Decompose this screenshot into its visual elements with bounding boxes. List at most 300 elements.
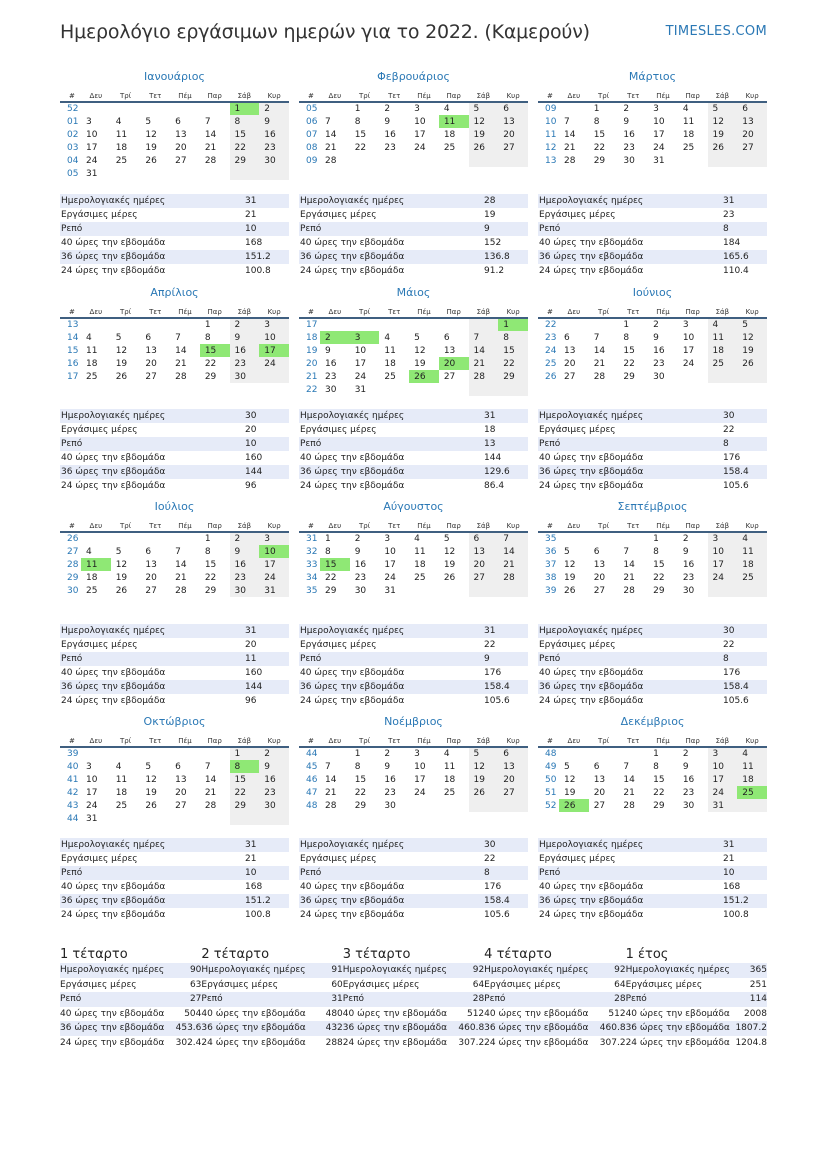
weekday-header: Τετ	[618, 306, 648, 318]
stat-label: 36 ώρες την εβδομάδα	[539, 252, 644, 262]
day-cell	[737, 370, 767, 383]
weekday-header: Τρί	[589, 90, 619, 102]
stat-value: 21	[245, 854, 257, 864]
month-name: Αύγουστος	[383, 500, 444, 513]
summary-value: 60	[331, 979, 343, 990]
summary-column	[201, 946, 342, 1050]
day-cell: 25	[737, 786, 767, 799]
summary-label: Ρεπό	[625, 994, 647, 1004]
week-row	[538, 128, 767, 141]
summary-label: Ημερολογιακές ημέρες	[484, 965, 589, 975]
stats-line	[299, 437, 528, 451]
day-cell	[409, 584, 439, 597]
day-cell: 15	[200, 344, 230, 357]
stats-row	[60, 194, 767, 278]
month-block	[60, 286, 289, 396]
stat-value: 105.6	[484, 910, 510, 920]
weekday-header: #	[299, 735, 320, 747]
weekday-header: Πέμ	[409, 735, 439, 747]
weekday-header: Σάβ	[230, 735, 260, 747]
stats-line	[60, 666, 289, 680]
week-number: 01	[67, 116, 79, 127]
week-number: 07	[306, 129, 318, 140]
week-row	[299, 115, 528, 128]
day-cell	[559, 318, 589, 331]
day-cell: 27	[175, 155, 187, 166]
day-cell: 23	[384, 142, 396, 153]
stat-value: 8	[723, 654, 729, 664]
stat-value: 30	[723, 411, 735, 421]
day-cell: 3	[86, 116, 92, 127]
day-cell: 25	[414, 572, 426, 583]
day-cell: 24	[653, 142, 665, 153]
day-cell: 15	[354, 774, 367, 785]
week-row	[299, 383, 528, 396]
day-cell: 18	[384, 358, 396, 369]
day-cell: 28	[498, 571, 528, 584]
day-cell: 24	[708, 571, 738, 584]
month-calendar-table	[60, 735, 289, 825]
stats-line	[538, 194, 767, 208]
day-cell	[259, 167, 289, 180]
day-cell: 23	[259, 141, 289, 154]
summary-title: 1 έτος	[625, 947, 669, 962]
day-cell: 11	[115, 774, 128, 785]
stats-line	[60, 264, 289, 278]
stats-line	[299, 652, 528, 666]
calendar-band	[60, 715, 767, 920]
day-cell: 2	[384, 104, 391, 114]
month-calendar-table	[299, 90, 528, 167]
stat-label: 40 ώρες την εβδομάδα	[61, 882, 166, 892]
day-cell	[350, 154, 380, 167]
day-cell: 14	[623, 774, 635, 785]
day-cell: 24	[259, 571, 289, 584]
summary-line	[60, 992, 201, 1007]
day-cell: 10	[86, 774, 98, 785]
week-number: 03	[67, 142, 79, 153]
stat-value: 96	[245, 481, 257, 491]
weekday-header: Πέμ	[648, 90, 678, 102]
day-cell: 26	[443, 572, 456, 583]
weekday-header: Δευ	[320, 735, 350, 747]
day-cell: 23	[682, 787, 695, 798]
day-cell: 11	[81, 558, 111, 571]
summary-line	[484, 1007, 625, 1022]
weekday-header-row	[60, 90, 289, 102]
stat-label: Ημερολογιακές ημέρες	[539, 411, 644, 421]
week-row	[299, 799, 528, 812]
day-cell: 4	[86, 332, 92, 343]
week-row	[60, 318, 289, 331]
day-cell: 22	[498, 357, 528, 370]
week-number: 16	[67, 358, 79, 369]
stat-value: 158.4	[484, 682, 510, 692]
summary-value: 432	[325, 1023, 343, 1033]
summary-line	[343, 992, 484, 1007]
day-cell: 9	[230, 545, 260, 558]
stat-value: 30	[484, 840, 496, 850]
day-cell: 27	[498, 786, 528, 799]
summary-value: 28	[614, 994, 626, 1004]
summary-value: 64	[472, 979, 485, 990]
day-cell	[678, 370, 708, 383]
day-cell	[200, 812, 230, 825]
week-number: 40	[67, 761, 79, 772]
brand-link[interactable]: TIMESLES.COM	[665, 24, 767, 39]
stats-line	[60, 838, 289, 852]
summary-label: Ημερολογιακές ημέρες	[60, 965, 165, 975]
day-cell: 9	[623, 116, 630, 127]
day-cell: 30	[384, 800, 396, 811]
stats-row	[60, 409, 767, 493]
weekday-header: Δευ	[81, 735, 111, 747]
week-row	[60, 747, 289, 760]
day-cell: 15	[653, 774, 665, 785]
day-cell: 4	[414, 534, 420, 544]
weekday-header: Πέμ	[409, 306, 439, 318]
week-number: 04	[67, 155, 79, 166]
day-cell: 3	[682, 320, 689, 330]
day-cell: 22	[230, 141, 260, 154]
month-calendar-table	[60, 306, 289, 383]
day-cell: 15	[498, 344, 528, 357]
week-row	[60, 799, 289, 812]
summary-value: 302.4	[175, 1037, 202, 1048]
day-cell: 9	[653, 332, 659, 343]
summary-value: 28	[472, 994, 485, 1004]
stat-label: Ημερολογιακές ημέρες	[300, 411, 405, 421]
stat-label: Ημερολογιακές ημέρες	[539, 840, 644, 850]
stats-line	[60, 479, 289, 493]
day-cell	[81, 532, 111, 545]
summary-label: Ρεπό	[484, 994, 506, 1004]
weekday-header: Δευ	[320, 520, 350, 532]
stats-line	[299, 880, 528, 894]
day-cell: 26	[564, 585, 576, 596]
week-row	[538, 370, 767, 383]
stat-label: Ημερολογιακές ημέρες	[300, 626, 405, 636]
stats-line	[299, 838, 528, 852]
weekday-header: Πέμ	[648, 520, 678, 532]
stat-label: 24 ώρες την εβδομάδα	[300, 481, 405, 491]
stats-line	[299, 423, 528, 437]
summary-value: 1204.8	[735, 1037, 767, 1048]
day-cell: 5	[414, 332, 420, 343]
stat-value: 31	[245, 840, 257, 850]
weekday-header: Δευ	[81, 306, 111, 318]
month-stats	[538, 624, 767, 708]
day-cell: 27	[175, 800, 187, 811]
day-cell: 25	[384, 371, 396, 382]
day-cell	[259, 370, 289, 383]
week-row	[538, 558, 767, 571]
day-cell: 9	[259, 760, 289, 773]
week-number: 44	[306, 749, 318, 759]
week-number: 19	[306, 345, 318, 356]
day-cell	[259, 812, 289, 825]
day-cell: 23	[682, 572, 695, 583]
day-cell: 1	[623, 320, 630, 330]
weekday-header: Πέμ	[170, 90, 200, 102]
day-cell: 19	[115, 572, 128, 583]
day-cell	[170, 102, 200, 115]
stat-value: 110.4	[723, 266, 749, 276]
day-cell	[140, 747, 170, 760]
summary-line	[201, 963, 342, 978]
day-cell: 26	[115, 585, 128, 596]
day-cell: 11	[682, 116, 695, 127]
month-calendar-table	[299, 306, 528, 396]
day-cell: 20	[175, 787, 187, 798]
day-cell: 22	[325, 572, 337, 583]
day-cell: 21	[175, 358, 187, 369]
summary-line	[201, 992, 342, 1007]
weekday-header: Τρί	[111, 306, 141, 318]
stats-line	[60, 208, 289, 222]
stat-value: 96	[245, 696, 257, 706]
summary-value: 251	[749, 979, 767, 990]
day-cell: 19	[737, 344, 767, 357]
week-number: 38	[545, 572, 557, 583]
day-cell: 24	[354, 371, 367, 382]
day-cell: 1	[325, 534, 331, 544]
stat-value: 8	[723, 224, 729, 234]
stat-value: 19	[484, 210, 496, 220]
day-cell: 28	[175, 585, 187, 596]
stat-value: 31	[245, 196, 257, 206]
day-cell: 1	[498, 318, 528, 331]
stats-line	[299, 479, 528, 493]
day-cell: 10	[259, 545, 289, 558]
summary-label: Ημερολογιακές ημέρες	[201, 965, 306, 975]
stat-value: 168	[245, 882, 263, 892]
week-number: 09	[306, 155, 318, 166]
summary-value: 460.8	[599, 1023, 626, 1033]
day-cell: 29	[204, 585, 217, 596]
month-stats	[538, 409, 767, 493]
stats-line	[299, 409, 528, 423]
weekday-header: #	[60, 306, 81, 318]
weekday-header: Κυρ	[737, 90, 767, 102]
stat-label: Ρεπό	[539, 224, 561, 234]
stat-value: 10	[245, 868, 257, 878]
summary-value: 90	[189, 965, 202, 975]
stats-line	[60, 880, 289, 894]
day-cell: 29	[325, 585, 337, 596]
stat-label: Ρεπό	[61, 868, 83, 878]
day-cell	[589, 318, 619, 331]
week-number: 50	[545, 774, 557, 785]
stat-value: 184	[723, 238, 741, 248]
day-cell: 25	[708, 357, 738, 370]
stats-line	[60, 694, 289, 708]
stat-label: 36 ώρες την εβδομάδα	[539, 896, 644, 906]
weekday-header-row	[299, 735, 528, 747]
week-number: 41	[67, 774, 79, 785]
day-cell: 5	[469, 747, 499, 760]
day-cell: 7	[564, 116, 570, 127]
day-cell: 7	[623, 546, 630, 557]
day-cell	[111, 532, 141, 545]
day-cell: 7	[325, 761, 331, 772]
day-cell: 10	[653, 116, 665, 127]
day-cell: 5	[708, 102, 738, 115]
day-cell: 16	[259, 773, 289, 786]
weekday-header: Πέμ	[648, 735, 678, 747]
summary-line	[626, 963, 767, 978]
stats-line	[60, 852, 289, 866]
stats-line	[60, 423, 289, 437]
day-cell: 3	[350, 331, 380, 344]
day-cell: 8	[498, 331, 528, 344]
day-cell: 28	[325, 800, 337, 811]
month-calendar-table	[60, 520, 289, 597]
stat-value: 144	[245, 682, 263, 692]
stat-value: 152	[484, 238, 502, 248]
day-cell: 13	[737, 115, 767, 128]
weekday-header: Κυρ	[498, 520, 528, 532]
stat-label: 36 ώρες την εβδομάδα	[300, 252, 405, 262]
stats-line	[299, 666, 528, 680]
day-cell: 2	[230, 532, 260, 545]
day-cell: 3	[384, 534, 391, 544]
weekday-header: #	[299, 306, 320, 318]
day-cell: 4	[115, 116, 122, 127]
summary-label: Εργάσιμες μέρες	[201, 979, 278, 990]
day-cell	[140, 532, 170, 545]
weekday-header: Δευ	[559, 735, 589, 747]
day-cell	[320, 102, 350, 115]
day-cell: 1	[653, 534, 659, 544]
stat-value: 23	[723, 210, 735, 220]
day-cell: 11	[708, 331, 738, 344]
stat-label: 40 ώρες την εβδομάδα	[539, 668, 644, 678]
week-number: 17	[67, 371, 79, 382]
day-cell: 22	[653, 787, 665, 798]
week-number: 18	[306, 332, 318, 343]
week-row	[60, 141, 289, 154]
week-row	[538, 115, 767, 128]
stat-label: Εργάσιμες μέρες	[300, 210, 377, 220]
day-cell: 2	[682, 534, 689, 544]
week-number: 13	[67, 320, 79, 330]
day-cell	[708, 370, 738, 383]
week-number: 52	[545, 800, 557, 811]
summary-column	[484, 946, 625, 1050]
stat-label: Εργάσιμες μέρες	[61, 854, 138, 864]
day-cell	[200, 167, 230, 180]
day-cell: 1	[653, 749, 659, 759]
day-cell: 14	[204, 774, 217, 785]
day-cell: 28	[623, 585, 635, 596]
stat-label: 24 ώρες την εβδομάδα	[539, 481, 644, 491]
day-cell: 2	[384, 749, 391, 759]
stat-value: 100.8	[245, 266, 271, 276]
stats-line	[538, 680, 767, 694]
day-cell	[200, 102, 230, 115]
day-cell: 27	[443, 371, 456, 382]
weekday-header: Σάβ	[469, 735, 499, 747]
day-cell: 16	[384, 129, 396, 140]
day-cell: 29	[354, 800, 367, 811]
stats-line	[60, 638, 289, 652]
day-cell: 27	[469, 571, 499, 584]
summary-line	[626, 978, 767, 993]
day-cell: 3	[259, 318, 289, 331]
day-cell: 23	[384, 787, 396, 798]
stats-line	[538, 208, 767, 222]
day-cell: 26	[708, 141, 738, 154]
day-cell: 8	[623, 332, 630, 343]
stat-value: 129.6	[484, 467, 510, 477]
weekday-header: Παρ	[439, 306, 469, 318]
stat-value: 168	[723, 882, 741, 892]
month-calendar-table	[538, 520, 767, 597]
week-number: 26	[67, 534, 79, 544]
stat-value: 176	[484, 668, 502, 678]
day-cell	[170, 747, 200, 760]
weekday-header-row	[538, 90, 767, 102]
day-cell	[230, 812, 260, 825]
day-cell: 15	[230, 128, 260, 141]
stat-label: Ημερολογιακές ημέρες	[61, 840, 166, 850]
weekday-header: Πέμ	[170, 306, 200, 318]
summary-value: 1807.2	[735, 1023, 767, 1033]
stats-line	[299, 638, 528, 652]
stat-label: 24 ώρες την εβδομάδα	[300, 266, 405, 276]
week-number: 49	[545, 761, 557, 772]
week-row	[60, 128, 289, 141]
weekday-header-row	[538, 520, 767, 532]
week-number: 22	[306, 384, 318, 395]
summary-line	[343, 1021, 484, 1036]
day-cell: 28	[469, 370, 499, 383]
stat-label: 40 ώρες την εβδομάδα	[300, 238, 405, 248]
day-cell	[81, 318, 111, 331]
week-number: 37	[545, 559, 557, 570]
day-cell: 13	[175, 774, 187, 785]
day-cell	[379, 154, 409, 167]
day-cell	[439, 154, 469, 167]
day-cell: 18	[443, 774, 456, 785]
day-cell: 16	[230, 344, 260, 357]
day-cell: 31	[86, 813, 98, 824]
stats-line	[538, 236, 767, 250]
day-cell	[498, 154, 528, 167]
stats-line	[60, 465, 289, 479]
stat-label: 40 ώρες την εβδομάδα	[61, 668, 166, 678]
day-cell	[469, 383, 499, 396]
day-cell: 26	[115, 371, 128, 382]
month-stats	[538, 838, 767, 922]
summary-label: Ημερολογιακές ημέρες	[625, 965, 730, 975]
stat-value: 100.8	[723, 910, 749, 920]
stat-label: Ρεπό	[539, 439, 561, 449]
summary-line	[484, 1036, 625, 1051]
stat-label: 36 ώρες την εβδομάδα	[61, 682, 166, 692]
day-cell: 19	[414, 358, 426, 369]
weekday-header: #	[538, 735, 559, 747]
weekday-header: #	[60, 520, 81, 532]
summary-label: 40 ώρες την εβδομάδα	[625, 1008, 730, 1019]
day-cell: 14	[325, 774, 337, 785]
weekday-header: Σάβ	[708, 735, 738, 747]
summary-label: Ρεπό	[342, 994, 364, 1004]
day-cell: 27	[737, 141, 767, 154]
summary-title: 2 τέταρτο	[201, 947, 270, 962]
month-name: Φεβρουάριος	[377, 70, 450, 83]
